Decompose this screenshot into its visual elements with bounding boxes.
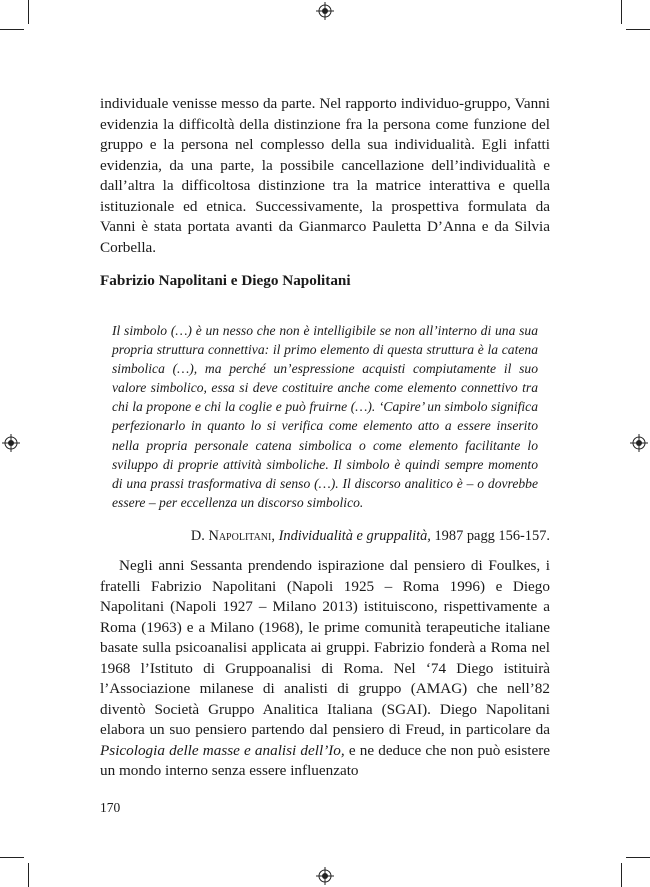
section-heading: Fabrizio Napolitani e Diego Napolitani [100,272,351,289]
registration-mark-icon [316,867,334,885]
citation-pages: 1987 pagg 156-157. [434,528,550,544]
text-block [100,556,550,782]
body-text: e ne deduce che non può esistere un mondo interno senza essere influenzato [100,741,550,779]
page-number: 170 [100,800,121,815]
section-heading-block [100,272,550,290]
crop-mark [626,29,650,30]
registration-mark-icon [316,2,334,20]
crop-mark [0,857,24,858]
citation-initial: D. [190,528,205,544]
registration-mark-icon [2,434,20,452]
body-paragraph [100,556,550,782]
block-quote: Il simbolo (…) è un nesso che non è intelligibile se non all’interno di una sua propria struttura connettiva: il primo elemento di questa struttura è la catena simbolica (…), ma perché un’espressione acquisti compiutamente il suo valore simbolico, essa si deve costituire anche come elemento connettivo tra chi la propone e chi la coglie e può fruirne (…). ‘Capire’ un simbolo significa perfezionarlo in quanto lo si verifica come elemento atto a essere inserito nella propria personale catena simbolica o come elemento facilitante lo sviluppo di proprie attività simboliche. Il simbolo è quindi sempre momento di una prassi trasformativa di senso (…). Il discorso analitico è – o dovrebbe essere – per eccellenza un discorso simbolico. [112,323,538,510]
crop-mark [28,863,29,887]
crop-mark [0,29,24,30]
text-block [100,94,550,258]
top-paragraph: individuale venisse messo da parte. Nel rapporto individuo-gruppo, Vanni evidenzia la difficoltà della distinzione fra la persona come funzione del gruppo e la persona nel complesso della sua individualità. Egli infatti evidenzia, da una parte, la possibile cancellazione dell’individualità e dall’altra la difficoltosa distinzione tra la matrice interattiva e quella istituzionale ed etnica. Successivamente, la prospettiva formulata da Vanni è stata portata avanti da Gianmarco Pauletta D’Anna e da Silvia Corbella. [100,95,550,256]
registration-mark-icon [630,434,648,452]
citation-work: Individualità e gruppalità, [278,528,431,544]
book-title: Psicologia delle masse e analisi dell’Io, [100,741,345,759]
citation-separator: , [271,528,275,544]
crop-mark [621,0,622,24]
quote-citation [191,528,550,545]
crop-mark [621,863,622,887]
body-text: Negli anni Sessanta prendendo ispirazione dal pensiero di Foulkes, i fratelli Fabrizio Napolitani (Napoli 1925 – Roma 1996) e Diego Napolitani (Napoli 1927 – Milano 2013) istituiscono, rispettivamente a Roma (1963) e a Milano (1968), le prime comunità terapeutiche italiane basate sulla psicoanalisi applicata ai gruppi. Fabrizio fonderà a Roma nel 1968 l’Istituto di Gruppoanalisi di Roma. Nel ‘74 Diego istituirà l’Associazione milanese di analisti di gruppo (AMAG) che nell’82 diventò Società Gruppo Analitica Italiana (SGAI). Diego Napolitani elabora un suo pensiero partendo dal pensiero di Freud, in particolare da [100,557,550,738]
citation-author: Napolitani [208,528,272,544]
crop-mark [28,0,29,24]
crop-mark [626,857,650,858]
